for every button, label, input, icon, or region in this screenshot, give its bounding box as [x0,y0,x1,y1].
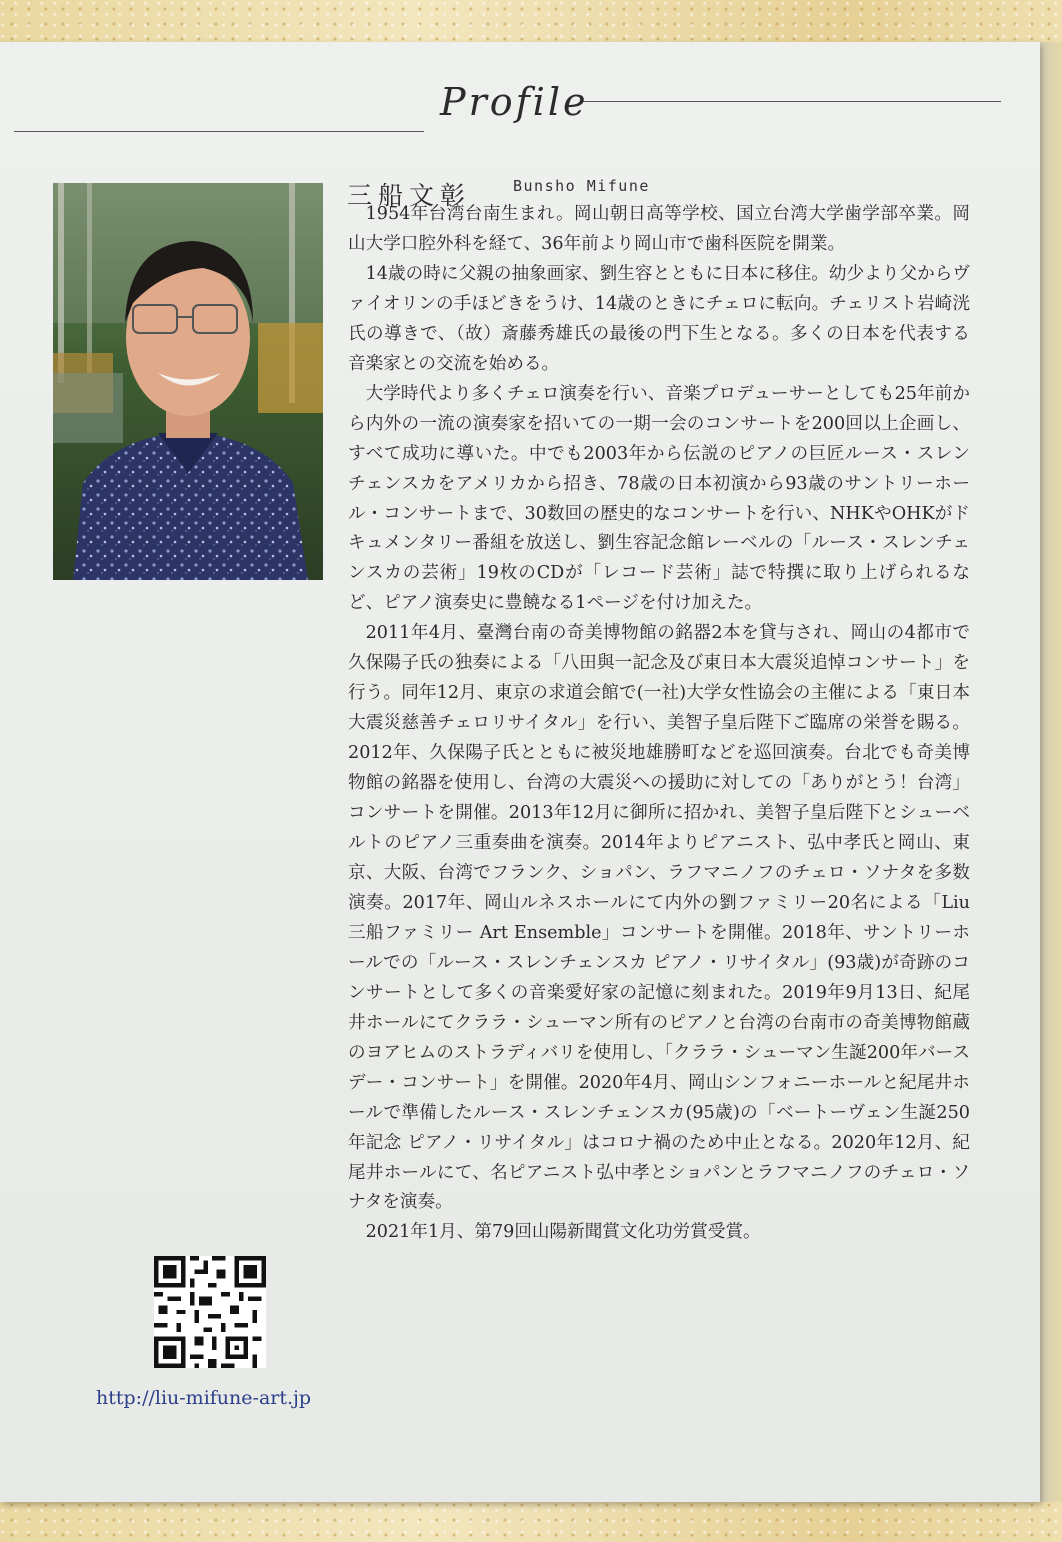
bio-paragraph: 大学時代より多くチェロ演奏を行い、音楽プロデューサーとしても25年前から内外の一流の演奏家を招いての一期一会のコンサートを200回以上企画し、すべて成功に導いた。中でも2003年から伝説のピアノの巨匠ルース・スレンチェンスカをアメリカから招き、78歳の日本初演から93歳のサントリーホール・コンサートまで、30数回の歴史的なコンサートを行い、NHKやOHKがドキュメンタリー番組を放送し、劉生容記念館レーベルの「ルース・スレンチェンスカの芸術」19枚のCDが「レコード芸術」誌で特撰に取り上げられるなど、ピアノ演奏史に豊饒なる1ページを付け加えた。 [348,383,970,614]
bio-paragraph: 1954年台湾台南生まれ。岡山朝日高等学校、国立台湾大学歯学部卒業。岡山大学口腔外科を経て、36年前より岡山市で歯科医院を開業。 [348,204,970,254]
gold-border-bottom [0,1496,1062,1542]
biography-text [348,200,970,1248]
bio-paragraph: 14歳の時に父親の抽象画家、劉生容とともに日本に移住。幼少より父からヴァイオリンの手ほどきをうけ、14歳のときにチェロに転向。チェリスト岩崎洸氏の導きで、（故）斎藤秀雄氏の最後の門下生となる。多くの日本を代表する音楽家との交流を始める。 [348,263,970,374]
bio-paragraph: 2011年4月、臺灣台南の奇美博物館の銘器2本を貸与され、岡山の4都市で久保陽子氏の独奏による「八田與一記念及び東日本大震災追悼コンサート」を行う。同年12月、東京の求道会館で(一社)大学女性協会の主催による「東日本大震災慈善チェロリサイタル」を行い、美智子皇后陛下ご臨席の栄誉を賜る。2012年、久保陽子氏とともに被災地雄勝町などを巡回演奏。台北でも奇美博物館の銘器を使用し、台湾の大震災への援助に対しての「ありがとう！台湾」コンサートを開催。2013年12月に御所に招かれ、美智子皇后陛下とシューベルトのピアノ三重奏曲を演奏。2014年よりピアニスト、弘中孝氏と岡山、東京、大阪、台湾でフランク、ショパン、ラフマニノフのチェロ・ソナタを多数演奏。2017年、岡山ルネスホールにて内外の劉ファミリー20名による「Liu 三船ファミリー Art Ensemble」コンサートを開催。2018年、サントリーホールでの「ルース・スレンチェンスカ ピアノ・リサイタル」(93歳)が奇跡のコンサートとして多くの音楽愛好家の記憶に刻まれた。2019年9月13日、紀尾井ホールにてクララ・シューマン所有のピアノと台湾の台南市の奇美博物館蔵のヨアヒムのストラディバリを使用し、「クララ・シューマン生誕200年バースデー・コンサート」を開催。2020年4月、岡山シンフォニーホールと紀尾井ホールで準備したルース・スレンチェンスカ(95歳)の「ベートーヴェン生誕250年記念 ピアノ・リサイタル」はコロナ禍のため中止となる。2020年12月、紀尾井ホールにて、名ピアニスト弘中孝とショパンとラフマニノフのチェロ・ソナタを演奏。 [348,623,970,1213]
title-rule-left [14,131,424,132]
qr-code[interactable] [154,1256,266,1368]
name-english: Bunsho Mifune [513,177,650,195]
name-japanese: 三船文彰 [347,181,472,210]
website-link[interactable]: http://liu-mifune-art.jp [96,1387,312,1409]
section-title: Profile [440,80,589,124]
bio-paragraph: 2021年1月、第79回山陽新聞賞文化功労賞受賞。 [365,1222,761,1243]
portrait-illustration [53,183,323,580]
title-rule-right [583,101,1001,102]
portrait-photo [53,183,323,580]
